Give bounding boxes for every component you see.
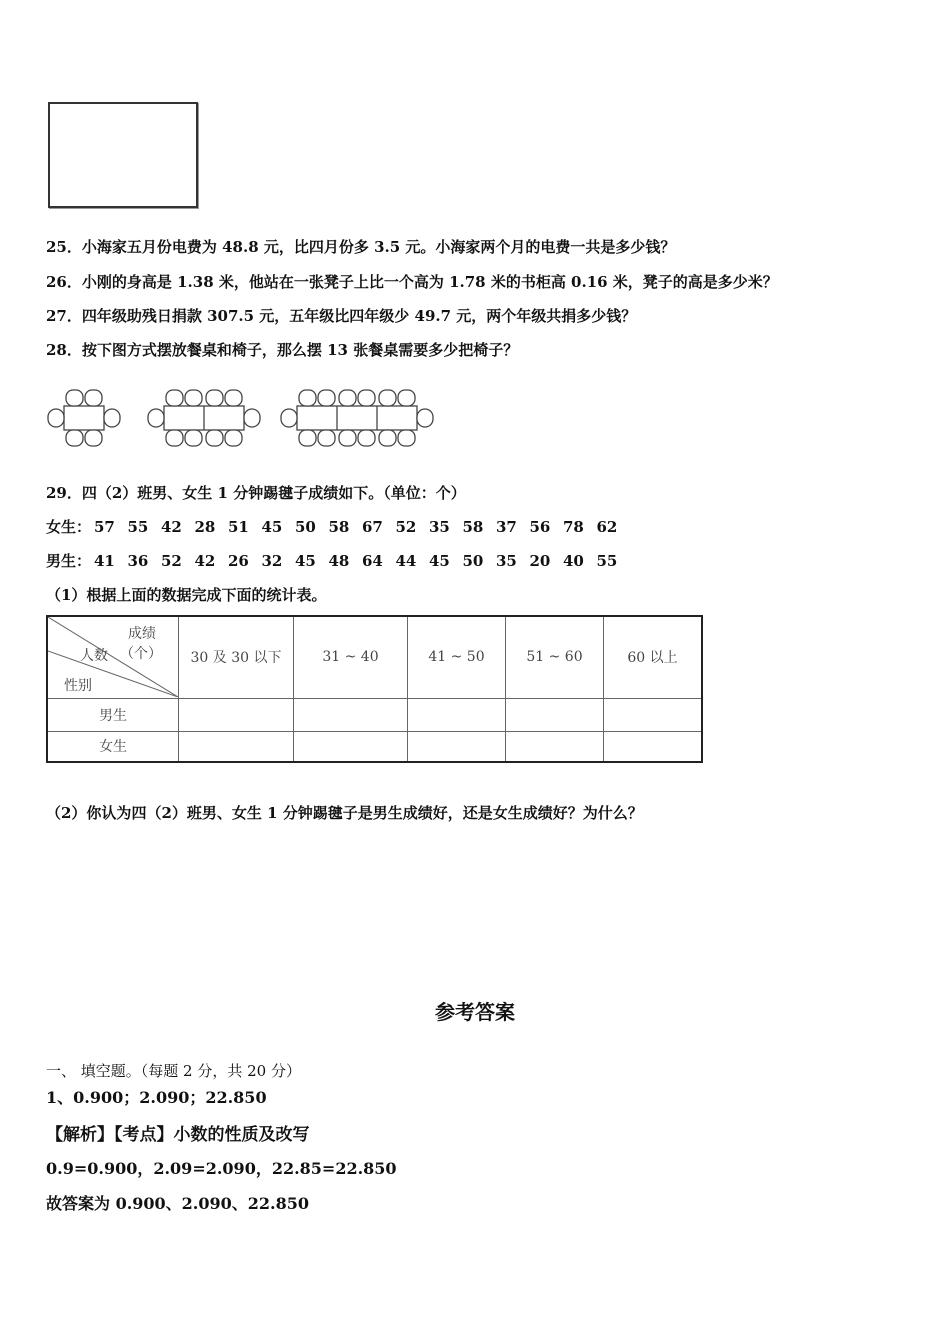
boys-score: 44 [395, 552, 417, 570]
boys-score: 45 [295, 552, 316, 570]
corner-count-label: 人数 [80, 648, 108, 665]
column-header: 60 以上 [604, 616, 703, 698]
girls-score: 42 [161, 518, 182, 536]
table-corner-cell [47, 616, 179, 698]
boys-score: 35 [496, 552, 517, 570]
boys-score: 41 [94, 552, 115, 570]
column-header: 30 及 30 以下 [179, 616, 294, 698]
boys-score: 55 [596, 552, 618, 570]
question-29: 29．四（2）班男、女生 1 分钟踢毽子成绩如下。（单位：个） [46, 484, 466, 502]
column-header: 41 ~ 50 [408, 616, 506, 698]
boys-score: 20 [529, 552, 551, 570]
girls-score: 57 [94, 518, 115, 536]
girls-score: 51 [228, 518, 249, 536]
column-header: 31 ~ 40 [294, 616, 408, 698]
boys-score: 50 [462, 552, 484, 570]
boys-score: 26 [228, 552, 249, 570]
girls-score: 67 [362, 518, 383, 536]
empty-cell[interactable] [506, 731, 604, 762]
girls-label: 女生： [46, 518, 92, 536]
answers-title: 参考答案 [435, 1000, 515, 1024]
empty-cell[interactable] [294, 698, 408, 731]
girls-score: 50 [295, 518, 316, 536]
boys-scores-row [46, 550, 630, 571]
answer-analysis: 【解析】【考点】小数的性质及改写 [46, 1125, 310, 1145]
girls-scores-row [46, 516, 630, 537]
question-26: 26．小刚的身高是 1.38 米，他站在一张凳子上比一个高为 1.78 米的书柜高 0.16 米，凳子的高是多少米？ [46, 273, 778, 291]
corner-gender-label: 性别 [64, 678, 92, 695]
girls-score: 58 [462, 518, 484, 536]
row-header-girls: 女生 [47, 731, 179, 762]
corner-unit-label: （个） [120, 646, 162, 663]
boys-label: 男生： [46, 552, 92, 570]
question-29-part-2: （2）你认为四（2）班男、女生 1 分钟踢毽子是男生成绩好，还是女生成绩好？为什么？ [46, 804, 643, 822]
girls-score: 37 [496, 518, 517, 536]
girls-score: 52 [395, 518, 417, 536]
statistics-table [46, 615, 703, 763]
boys-score: 32 [261, 552, 283, 570]
empty-cell[interactable] [294, 731, 408, 762]
question-28: 28．按下图方式摆放餐桌和椅子，那么摆 13 张餐桌需要多少把椅子？ [46, 341, 519, 359]
answer-1: 1、0.900；2.090；22.850 [46, 1088, 267, 1107]
column-header: 51 ~ 60 [506, 616, 604, 698]
empty-cell[interactable] [408, 698, 506, 731]
boys-score: 36 [127, 552, 149, 570]
empty-cell[interactable] [179, 731, 294, 762]
girls-score: 56 [529, 518, 551, 536]
girls-score: 55 [127, 518, 149, 536]
boys-score: 48 [328, 552, 350, 570]
girls-score: 62 [596, 518, 618, 536]
question-25: 25．小海家五月份电费为 48.8 元，比四月份多 3.5 元。小海家两个月的电费一共是多少钱？ [46, 238, 676, 256]
empty-cell[interactable] [506, 698, 604, 731]
rectangle-figure [48, 102, 198, 208]
girls-score: 35 [429, 518, 450, 536]
girls-score: 45 [261, 518, 283, 536]
boys-score: 42 [194, 552, 216, 570]
empty-cell[interactable] [179, 698, 294, 731]
boys-score: 45 [429, 552, 450, 570]
answers-section-heading: 一、 填空题。（每题 2 分，共 20 分） [46, 1062, 301, 1080]
question-29-part-1: （1）根据上面的数据完成下面的统计表。 [46, 586, 327, 604]
row-header-boys: 男生 [47, 698, 179, 731]
empty-cell[interactable] [408, 731, 506, 762]
girls-score: 78 [563, 518, 584, 536]
boys-score: 40 [563, 552, 584, 570]
girls-score: 28 [194, 518, 216, 536]
empty-cell[interactable] [604, 698, 703, 731]
tables-chairs-figure [44, 386, 439, 450]
empty-cell[interactable] [604, 731, 703, 762]
boys-score: 52 [161, 552, 182, 570]
boys-score: 64 [362, 552, 383, 570]
answer-work: 0.9=0.900，2.09=2.090，22.85=22.850 [46, 1159, 397, 1178]
answer-conclusion: 故答案为 0.900、2.090、22.850 [46, 1194, 310, 1213]
question-27: 27．四年级助残日捐款 307.5 元，五年级比四年级少 49.7 元，两个年级共捐多少钱？ [46, 307, 637, 325]
corner-score-label: 成绩 [128, 626, 156, 643]
girls-score: 58 [328, 518, 350, 536]
